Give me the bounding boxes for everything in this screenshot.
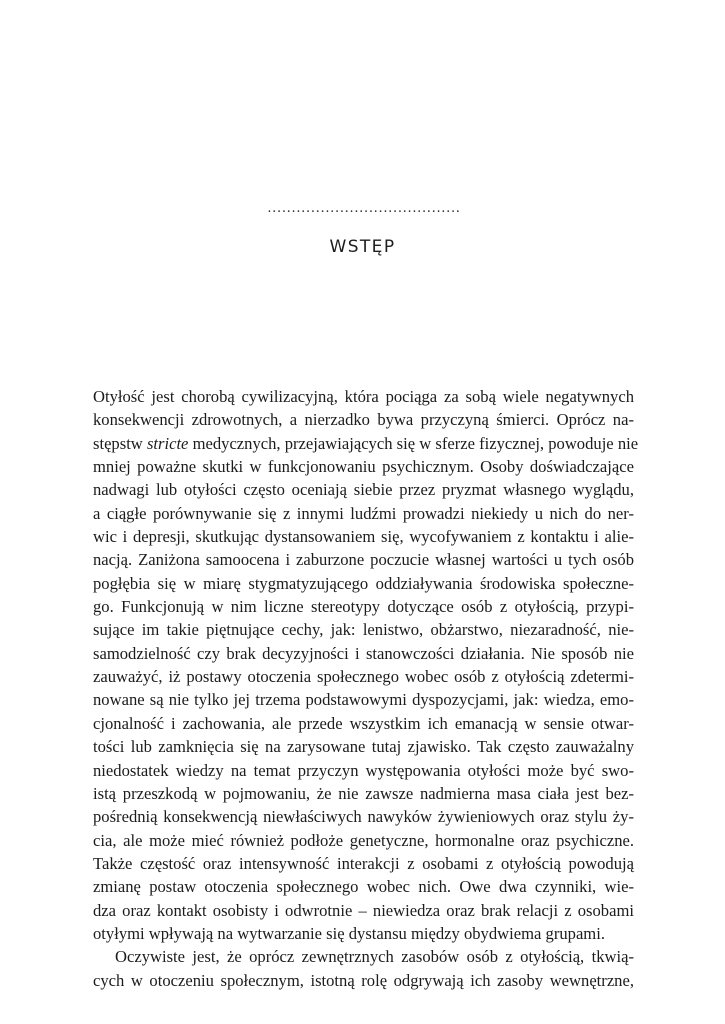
text-line: cjonalność i zachowania, ale przede wszystkim ich emanacją w sensie otwar- [93, 713, 634, 733]
text-line: Otyłość jest chorobą cywilizacyjną, która pociąga za sobą wiele negatywnych [93, 387, 634, 406]
paragraph-2 [93, 945, 634, 992]
text-line: nacją. Zaniżona samoocena i zaburzone poczucie własnej wartości u tych osób [93, 550, 634, 570]
text-line: mniej poważne skutki w funkcjonowaniu psychicznym. Osoby doświadczające [93, 457, 634, 477]
text-fragment: medycznych, przejawiających się w sferze fizycznej, powoduje nie [192, 433, 639, 453]
italic-term: stricte [146, 433, 189, 453]
text-line: sujące im takie piętnujące cechy, jak: lenistwo, obżarstwo, niezaradność, nie- [93, 620, 634, 640]
text-line: go. Funkcjonują w nim liczne stereotypy dotyczące osób z otyłością, przypi- [93, 597, 634, 617]
text-line: zmianę postaw otoczenia społecznego wobec nich. Owe dwa czynniki, wie- [93, 877, 634, 897]
paragraph-1 [93, 385, 639, 945]
text-line: nowane są nie tylko jej trzema podstawowymi dyspozycjami, jak: wiedza, emo- [93, 690, 634, 710]
text-fragment: stępstw [93, 433, 143, 453]
chapter-heading: WSTĘP [329, 237, 396, 257]
text-line: tości lub zamknięcia się na zarysowane tutaj zjawisko. Tak często zauważalny [93, 737, 634, 757]
text-line: cia, ale może mieć również podłoże genetyczne, hormonalne oraz psychiczne. [93, 830, 634, 850]
text-line: cych w otoczeniu społecznym, istotną rolę odgrywają ich zasoby wewnętrzne, [93, 970, 634, 990]
text-line [93, 432, 639, 455]
text-line: dza oraz kontakt osobisty i odwrotnie – niewiedza oraz brak relacji z osobami [93, 900, 634, 920]
text-line: zauważyć, iż postawy otoczenia społecznego wobec osób z otyłością zdetermi- [93, 667, 634, 687]
text-line: wic i depresji, skutkując dystansowaniem się, wycofywaniem z kontaktu i alie- [93, 527, 634, 547]
body-text [93, 385, 639, 992]
text-line: nadwagi lub otyłości często oceniają siebie przez pryzmat własnego wyglądu, [93, 480, 634, 500]
text-line: Także częstość oraz intensywność interakcji z osobami z otyłością powodują [93, 853, 634, 873]
text-line: niedostatek wiedzy na temat przyczyn występowania otyłości może być swo- [93, 760, 634, 780]
text-line: samodzielność czy brak decyzyjności i stanowczości działania. Nie sposób nie [93, 643, 634, 663]
text-line: istą przeszkodą w pojmowaniu, że nie zawsze nadmierna masa ciała jest bez- [93, 783, 634, 803]
text-line: a ciągłe porównywanie się z innymi ludźmi prowadzi niekiedy u nich do ner- [93, 503, 634, 523]
text-line: pogłębia się w miarę stygmatyzującego oddziaływania środowiska społeczne- [93, 573, 634, 593]
text-line: konsekwencji zdrowotnych, a nierzadko bywa przyczyną śmierci. Oprócz na- [93, 410, 634, 430]
text-line: Oczywiste jest, że oprócz zewnętrznych zasobów osób z otyłością, tkwią- [115, 947, 634, 967]
text-line: otyłymi wpływają na wytwarzanie się dystansu między obydwiema grupami. [93, 923, 605, 943]
section-separator: ........................................ [267, 201, 461, 216]
text-line: pośrednią konsekwencją niewłaściwych nawyków żywieniowych oraz stylu ży- [93, 807, 634, 827]
